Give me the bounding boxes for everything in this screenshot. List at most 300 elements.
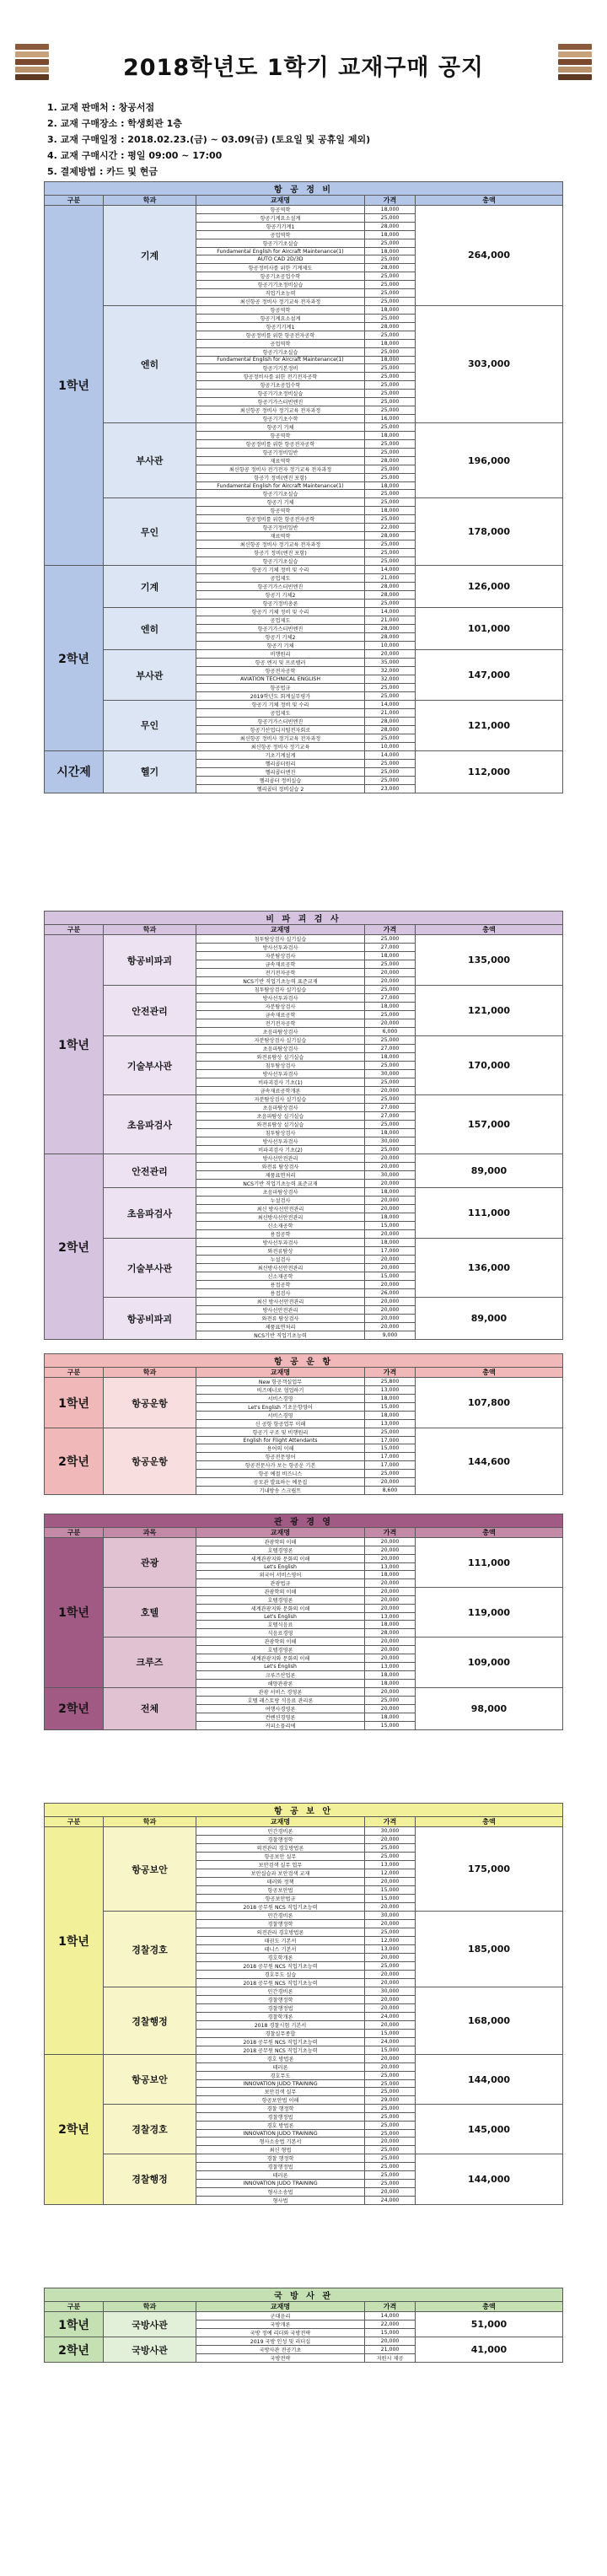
book-title-cell: Let's English [196,1563,365,1571]
table-row [45,1036,563,1045]
price-cell: 17,000 [365,1247,416,1256]
book-title-cell: 누설검사 [196,1197,365,1205]
price-cell: 28,000 [365,1629,416,1638]
book-title-cell: INNOVATION JUDO TRAINING [196,2130,365,2138]
price-cell: 25,000 [365,2088,416,2096]
price-cell: 27,000 [365,944,416,952]
column-header-year: 구분 [45,1528,104,1538]
section-title: 항 공 운 항 [45,1354,563,1368]
price-cell: 18,000 [365,248,416,255]
price-cell: 12,000 [365,1937,416,1945]
dept-cell: 항공운항 [104,1428,196,1495]
book-title-cell: 침투탐상검사 실기실습 [196,986,365,994]
price-cell: 25,800 [365,1378,416,1386]
book-title-cell: 최신항공 정비사 정기교육 [196,742,365,750]
table-row [45,305,563,314]
price-cell: 25,000 [365,935,416,944]
book-title-cell: 최신항공 정비사 정기교육 전자과정 [196,406,365,415]
book-title-cell: 태권도 기본서 [196,1937,365,1945]
price-cell: 22,000 [365,524,416,532]
section-title: 비 파 괴 검 사 [45,912,563,925]
year-cell: 2학년 [45,1687,104,1729]
price-cell: 20,000 [365,1315,416,1323]
book-title-cell: 항공기 기체 정비 및 수리 [196,566,365,574]
table-row [45,608,563,616]
total-cell: 144,000 [416,2055,563,2105]
book-title-cell: 기내방송 스크립트 [196,1487,365,1495]
dept-cell: 경찰행정 [104,1987,196,2055]
book-title-cell: 방사선안전관리 [196,1154,365,1163]
book-title-cell: Let's English [196,1613,365,1621]
column-header-dept: 학과 [104,2302,196,2312]
price-cell: 28,000 [365,223,416,231]
book-title-cell: 금속재료공학 [196,960,365,969]
price-cell: 20,000 [365,1654,416,1663]
dept-cell: 경찰행정 [104,2154,196,2204]
price-cell: 20,000 [365,1836,416,1844]
book-title-cell: 국방사관 전공기초 [196,2346,365,2354]
book-title-cell: 항공기기초실습 [196,490,365,498]
price-cell: 18,000 [365,1213,416,1222]
price-cell: 25,000 [365,272,416,280]
book-title-cell: 공모관 발표하는 예문집 [196,1478,365,1487]
book-title-cell: 항공기산업디지털전자회로 [196,725,365,734]
price-cell: 지원시 제공 [365,2354,416,2363]
price-cell: 25,000 [365,2072,416,2080]
book-title-cell: 민간경비론 [196,1912,365,1920]
info-line: 3. 교재 구매일정 : 2018.02.23.(금) ~ 03.09(금) (토요일 및 공휴일 제외) [47,134,371,145]
total-cell: 121,000 [416,986,563,1036]
book-title-cell: 최신 방사선안전관리 [196,1298,365,1306]
book-title-cell: 신소재공학 [196,1222,365,1230]
book-title-cell: 2018 공무원 NCS 직업기초능력 [196,1979,365,1987]
section-bipagoe [44,911,563,1340]
price-cell: 18,000 [365,231,416,239]
price-cell: 20,000 [365,1306,416,1315]
price-cell: 28,000 [365,583,416,591]
price-cell: 25,000 [365,2080,416,2088]
price-cell: 25,000 [365,515,416,524]
book-title-cell: 경호학개론 [196,1954,365,1962]
column-header-dept: 과목 [104,1528,196,1538]
book-title-cell: 호텔경영론 [196,1646,365,1654]
book-title-cell: 최신항공 정비사 정기교육 전자과정 [196,734,365,742]
price-cell: 21,000 [365,708,416,717]
book-title-cell: 신소재공학 [196,1272,365,1281]
book-title-cell: 2018 공무원 NCS 직업기초능력 [196,1962,365,1971]
book-title-cell: 보안실습과 보안검색 교재 [196,1869,365,1878]
table-row [45,1239,563,1247]
column-header-price: 가격 [365,2302,416,2312]
price-cell: 25,000 [365,1095,416,1104]
table-row [45,1912,563,1920]
total-cell: 111,000 [416,1188,563,1239]
dept-cell: 국방사관 [104,2337,196,2363]
price-cell: 25,000 [365,1036,416,1045]
book-title-cell: 항공기기초실습 [196,347,365,356]
price-cell: 18,000 [365,206,416,214]
price-cell: 25,000 [365,540,416,549]
column-header-total: 총액 [416,1368,563,1378]
total-cell: 303,000 [416,305,563,422]
year-cell: 2학년 [45,2055,104,2205]
price-cell: 25,000 [365,549,416,557]
book-title-cell: 용접공학 [196,1281,365,1289]
column-header-book: 교재명 [196,1817,365,1827]
price-cell: 17,000 [365,1461,416,1470]
price-cell: 18,000 [365,1412,416,1420]
column-header-price: 가격 [365,925,416,935]
header-row [45,2302,563,2312]
price-cell: 25,000 [365,288,416,297]
book-title-cell: 방사선투과검사 [196,994,365,1003]
book-title-cell: 호텔경영론 [196,1546,365,1555]
book-title-cell: 초음파탐상 실기실습 [196,1112,365,1121]
price-cell: 13,000 [365,1945,416,1954]
price-cell: 20,000 [365,1579,416,1588]
column-header-total: 총액 [416,1817,563,1827]
book-title-cell: 용접공학 [196,1230,365,1239]
price-cell: 25,000 [365,600,416,608]
price-cell: 18,000 [365,305,416,314]
section-table [44,911,563,1340]
total-cell: 136,000 [416,1239,563,1298]
book-title-cell: 항공기 기체 정비 및 수리 [196,700,365,708]
price-cell: 25,000 [365,557,416,566]
price-cell: 25,000 [365,331,416,339]
book-title-cell: 항공보안법 이해 [196,2096,365,2105]
table-row [45,2055,563,2063]
price-cell: 15,000 [365,2329,416,2337]
book-title-cell: 전기전자공학 [196,1019,365,1028]
table-row [45,986,563,994]
table-row [45,700,563,708]
book-title-cell: 항공기가스터빈엔진 [196,583,365,591]
table-row [45,1188,563,1197]
book-title-cell: 항공기 기체 [196,498,365,507]
price-cell: 20,000 [365,1197,416,1205]
price-cell: 15,000 [365,1403,416,1412]
table-row [45,1378,563,1386]
book-title-cell: 외국어 서비스영어 [196,1571,365,1579]
book-title-cell: 형사소송법 기본서 [196,2138,365,2146]
book-title-cell: 공업제도 [196,574,365,583]
book-title-cell: 경호 방법론 [196,2122,365,2130]
year-cell: 1학년 [45,1827,104,2055]
price-cell: 20,000 [365,1154,416,1163]
total-cell: 170,000 [416,1036,563,1095]
column-header-year: 구분 [45,1817,104,1827]
price-cell: 20,000 [365,1281,416,1289]
book-title-cell: 2018 공무원 NCS 직업기초능력 [196,2046,365,2055]
book-title-cell: 항공역학 [196,305,365,314]
book-title-cell: AVIATION TECHNICAL ENGLISH [196,675,365,683]
dept-cell: 기계 [104,206,196,306]
price-cell: 25,000 [365,398,416,406]
total-cell: 41,000 [416,2337,563,2363]
column-header-book: 교재명 [196,1528,365,1538]
book-title-cell: 자분탐상검사 실기실습 [196,1095,365,1104]
section-title: 국 방 사 관 [45,2288,563,2302]
book-title-cell: 항공정비사를 위한 전기전자공학 [196,373,365,381]
table-row [45,566,563,574]
price-cell: 20,000 [365,1264,416,1272]
price-cell: 20,000 [365,1256,416,1264]
price-cell: 13,000 [365,1563,416,1571]
price-cell: 20,000 [365,1638,416,1646]
book-title-cell: 헬리콥터 정비실습 [196,776,365,784]
book-title-cell: 비파괴검사 기초(1) [196,1078,365,1087]
book-title-cell: 공업제도 [196,708,365,717]
book-title-cell: 용접검사 [196,1289,365,1298]
book-title-cell: 경찰 행정학 [196,2105,365,2113]
total-cell: 135,000 [416,935,563,986]
info-line: 4. 교재 구매시간 : 평일 09:00 ~ 17:00 [47,150,223,161]
book-title-cell: 경찰행정법 [196,2113,365,2122]
table-row [45,1588,563,1596]
section-gukbang [44,2288,563,2363]
book-title-cell: English for Flight Attendants [196,1437,365,1444]
book-title-cell: 최신항공 정비사 정기교육 전자과정 [196,540,365,549]
price-cell: 20,000 [365,1687,416,1696]
price-cell: 8,600 [365,1487,416,1495]
table-row [45,1687,563,1696]
price-cell: 25,000 [365,1146,416,1154]
dept-cell: 안전관리 [104,1154,196,1188]
column-header-price: 가격 [365,1817,416,1827]
book-title-cell: 항공기기초정비실습 [196,280,365,288]
price-cell: 15,000 [365,1222,416,1230]
year-cell: 1학년 [45,1378,104,1428]
price-cell: 25,000 [365,390,416,398]
total-cell: 264,000 [416,206,563,306]
price-cell: 18,000 [365,1395,416,1403]
header-row [45,1817,563,1827]
info-line: 1. 교재 판매처 : 창공서점 [47,102,155,113]
book-title-cell: 보안검색 실무 업무 [196,1861,365,1869]
book-title-cell: 헬리콥터 정비실습 2 [196,784,365,793]
total-cell: 144,000 [416,2154,563,2204]
price-cell: 28,000 [365,717,416,725]
price-cell: 20,000 [365,650,416,659]
year-cell: 2학년 [45,566,104,750]
price-cell: 15,000 [365,1444,416,1453]
column-header-total: 총액 [416,925,563,935]
price-cell: 20,000 [365,1903,416,1912]
price-cell: 25,000 [365,381,416,390]
price-cell: 20,000 [365,1478,416,1487]
column-header-price: 가격 [365,1528,416,1538]
price-cell: 20,000 [365,1920,416,1928]
book-title-cell: 테러론 [196,2063,365,2072]
year-cell: 1학년 [45,2312,104,2337]
book-title-cell: 방사선투과검사 [196,1137,365,1146]
book-title-cell: 관광학의 이해 [196,1638,365,1646]
book-title-cell: 경찰행정학 [196,1996,365,2004]
book-title-cell: 항공전자공학 [196,667,365,675]
book-title-cell: 테니스 기본서 [196,1945,365,1954]
book-title-cell: 항공기정비일반 [196,524,365,532]
table-row [45,750,563,759]
price-cell: 25,000 [365,474,416,482]
book-title-cell: 국방전략 [196,2354,365,2363]
book-title-cell: 경찰실무종합 [196,2030,365,2038]
price-cell: 25,000 [365,2122,416,2130]
price-cell: 24,000 [365,2038,416,2046]
total-cell: 119,000 [416,1588,563,1638]
section-boan [44,1803,563,2205]
column-header-total: 총액 [416,2302,563,2312]
book-title-cell: Let's English 기초운항영어 [196,1403,365,1412]
book-title-cell: 항공정비를 위한 항공전자공학 [196,331,365,339]
dept-cell: 항공보안 [104,1827,196,1912]
book-title-cell: 호텔식음료 [196,1621,365,1629]
table-row [45,1827,563,1836]
price-cell: 25,000 [365,214,416,223]
book-title-cell: 항공기가스터빈엔진 [196,717,365,725]
book-title-cell: INNOVATION JUDO TRAINING [196,2080,365,2088]
book-title-cell: 항공정비를 위한 항공전자공학 [196,515,365,524]
book-title-cell: 기초기계설계 [196,750,365,759]
price-cell: 20,000 [365,1323,416,1331]
book-title-cell: 와전류탐상 [196,1247,365,1256]
total-cell: 157,000 [416,1095,563,1154]
book-title-cell: 항공기기초수학 [196,415,365,423]
table-row [45,650,563,659]
price-cell: 13,000 [365,1420,416,1428]
book-title-cell: 자분탐상검사 [196,952,365,960]
column-header-book: 교재명 [196,196,365,206]
info-line: 2. 교재 구매장소 : 학생회관 1층 [47,118,182,129]
price-cell: 32,000 [365,675,416,683]
price-cell: 20,000 [365,1971,416,1979]
column-header-price: 가격 [365,1368,416,1378]
book-title-cell: 항공정비사를 위한 기계제도 [196,263,365,272]
price-cell: 27,000 [365,1104,416,1112]
price-cell: 28,000 [365,457,416,465]
price-cell: 15,000 [365,1886,416,1895]
price-cell: 20,000 [365,1596,416,1605]
book-title-cell: 침투탐상검사 [196,1129,365,1137]
price-cell: 25,000 [365,1428,416,1437]
total-cell: 168,000 [416,1987,563,2055]
price-cell: 28,000 [365,591,416,600]
price-cell: 25,000 [365,2146,416,2154]
price-cell: 18,000 [365,356,416,363]
price-cell: 28,000 [365,633,416,642]
book-title-cell: 와전류탐상 실기실습 [196,1121,365,1129]
price-cell: 28,000 [365,322,416,331]
price-cell: 25,000 [365,490,416,498]
column-header-year: 구분 [45,925,104,935]
price-cell: 9,000 [365,1331,416,1340]
price-cell: 15,000 [365,1272,416,1281]
price-cell: 25,000 [365,2171,416,2180]
book-title-cell: 신 공항 항공업무 이해 [196,1420,365,1428]
book-title-cell: 여행사경영론 [196,1704,365,1713]
book-title-cell: 경호 방법론 [196,2055,365,2063]
book-title-cell: 항공보안 실무 [196,1853,365,1861]
price-cell: 20,000 [365,1605,416,1613]
section-title-row [45,182,563,196]
book-title-cell: 헬리콥터엔진 [196,767,365,776]
header-row [45,925,563,935]
book-title-cell: 관광학의 이해 [196,1538,365,1546]
book-title-cell: 항공기기계1 [196,322,365,331]
price-cell: 21,000 [365,2346,416,2354]
total-cell: 101,000 [416,608,563,650]
total-cell: 111,000 [416,1538,563,1588]
price-cell: 20,000 [365,2004,416,2013]
price-cell: 6,000 [365,1028,416,1036]
price-cell: 25,000 [365,465,416,474]
table-row [45,1154,563,1163]
table-row [45,935,563,944]
price-cell: 30,000 [365,1987,416,1996]
book-title-cell: 2018 경찰시험 기본서 [196,2021,365,2030]
book-title-cell: 항공기초공업수학 [196,272,365,280]
price-cell: 20,000 [365,1588,416,1596]
book-title-cell: AUTO CAD 2D/3D [196,255,365,263]
book-title-cell: 항공 예절 비즈니스 [196,1470,365,1478]
book-title-cell: 제품표면처리 [196,1171,365,1180]
dept-cell: 경찰경호 [104,1912,196,1987]
dept-cell: 항공보안 [104,2055,196,2105]
dept-cell: 헬기 [104,750,196,793]
year-cell: 2학년 [45,2337,104,2363]
price-cell: 30,000 [365,1171,416,1180]
book-title-cell: 항공기기초정비실습 [196,390,365,398]
book-title-cell: 초음파탐상검사 [196,1104,365,1112]
book-title-cell: 항공기초공업수학 [196,381,365,390]
book-title-cell: 최신방사선안전관리 [196,1264,365,1272]
column-header-year: 구분 [45,1368,104,1378]
purchase-info [47,99,370,180]
price-cell: 25,000 [365,1062,416,1070]
table-row [45,206,563,214]
info-line: 5. 결제방법 : 카드 및 현금 [47,166,158,177]
total-cell: 145,000 [416,2105,563,2154]
book-title-cell: 와전류 탐상검사 [196,1163,365,1171]
dept-cell: 엔히 [104,305,196,422]
price-cell: 27,000 [365,1112,416,1121]
price-cell: 14,000 [365,700,416,708]
price-cell: 30,000 [365,1137,416,1146]
price-cell: 35,000 [365,659,416,667]
price-cell: 25,000 [365,2163,416,2171]
dept-cell: 초음파검사 [104,1095,196,1154]
book-title-cell: 비파괴검사 기초(2) [196,1146,365,1154]
price-cell: 30,000 [365,1912,416,1920]
table-row [45,1538,563,1546]
dept-cell: 항공비파괴 [104,1298,196,1340]
book-title-cell: 초음파탐상검사 [196,1045,365,1053]
dept-cell: 기술부사관 [104,1239,196,1298]
book-title-cell: 세계관광지와 문화의 이해 [196,1605,365,1613]
book-title-cell: 최신 방사선안전관리 [196,1205,365,1213]
price-cell: 25,000 [365,734,416,742]
price-cell: 13,000 [365,1663,416,1670]
book-title-cell: 서비스경영 [196,1395,365,1403]
book-title-cell: 경찰행정학 [196,1836,365,1844]
price-cell: 18,000 [365,507,416,515]
book-title-cell: 항공기기본정비 [196,364,365,373]
price-cell: 20,000 [365,2055,416,2063]
price-cell: 18,000 [365,1670,416,1679]
dept-cell: 항공운항 [104,1378,196,1428]
book-title-cell: 항공기계요소설계 [196,214,365,223]
price-cell: 25,000 [365,1962,416,1971]
